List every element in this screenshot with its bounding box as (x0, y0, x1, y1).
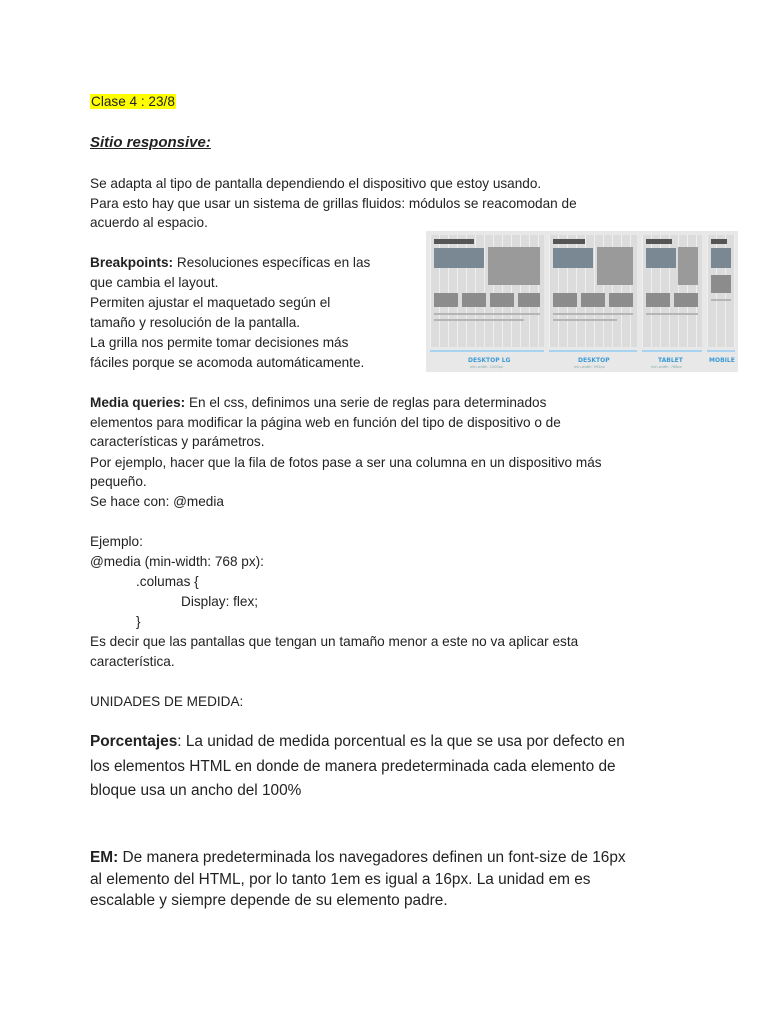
mockup-logo (434, 239, 474, 244)
paragraph-line: al elemento del HTML, por lo tanto 1em es igual a 16px. La unidad em es (90, 871, 591, 888)
mockup-photo-tile (553, 293, 577, 307)
mockup-hero-image (488, 247, 540, 285)
mockup-text-row (553, 313, 633, 315)
breakpoint-bar (549, 350, 637, 352)
mockup-logo (646, 239, 672, 244)
class-heading (90, 92, 176, 112)
term-breakpoints: Breakpoints: (90, 255, 174, 270)
breakpoints-paragraph (90, 253, 370, 273)
mockup-logo (553, 239, 585, 244)
media-queries-paragraph (90, 393, 546, 413)
mockup-photo-tile (462, 293, 486, 307)
paragraph-text: En el css, definimos una serie de reglas para determinados (185, 395, 547, 410)
mockup-headline-block (711, 248, 731, 268)
paragraph-line: escalable y siempre depende de su elemento padre. (90, 892, 448, 909)
mockup-photo-tile (518, 293, 540, 307)
mockup-hero-image (597, 247, 633, 285)
section-title-responsive: Sitio responsive: (90, 134, 211, 151)
code-line: .columas { (136, 574, 199, 589)
responsive-breakpoints-image (426, 231, 738, 372)
breakpoint-label-desktop-lg: DESKTOP LG (468, 357, 511, 364)
paragraph-line: los elementos HTML en donde de manera predeterminada cada elemento de (90, 758, 616, 775)
mockup-hero-image (678, 247, 698, 285)
code-line: } (136, 614, 141, 629)
breakpoint-label-tablet: TABLET (658, 357, 683, 364)
mockup-text-row (646, 313, 698, 315)
mockup-photo-tile (674, 293, 698, 307)
paragraph-line: elementos para modificar la página web en función del tipo de dispositivo o de (90, 415, 561, 430)
mockup-headline-block (646, 248, 676, 268)
mockup-photo-tile (434, 293, 458, 307)
breakpoint-sublabel: min-width: 1200px (470, 365, 504, 369)
mockup-tablet (642, 235, 702, 347)
paragraph-line: Por ejemplo, hacer que la fila de fotos pase a ser una columna en un dispositivo más (90, 455, 602, 470)
paragraph-line: Se hace con: @media (90, 494, 224, 509)
breakpoint-sublabel: min-width: 768px (651, 365, 682, 369)
mockup-headline-block (553, 248, 593, 268)
paragraph-line: que cambia el layout. (90, 275, 219, 290)
paragraph-line: La grilla nos permite tomar decisiones más (90, 335, 349, 350)
mockup-desktop (549, 235, 637, 347)
mockup-text-row (553, 319, 617, 321)
breakpoint-bar (707, 350, 735, 352)
breakpoint-bar (642, 350, 702, 352)
mockup-photo-tile (609, 293, 633, 307)
paragraph-line: Para esto hay que usar un sistema de grillas fluidos: módulos se reacomodan de (90, 196, 577, 211)
paragraph-text: De manera predeterminada los navegadores definen un font-size de 16px (118, 849, 626, 866)
term-media-queries: Media queries: (90, 395, 186, 410)
breakpoint-sublabel: min-width: 992px (574, 365, 605, 369)
class-date-highlight: Clase 4 : 23/8 (91, 94, 175, 109)
example-label: Ejemplo: (90, 534, 143, 549)
paragraph-text: : La unidad de medida porcentual es la que se usa por defecto en (177, 733, 625, 750)
breakpoint-label-mobile: MOBILE (709, 357, 735, 364)
em-paragraph (90, 846, 626, 869)
paragraph-line: pequeño. (90, 474, 147, 489)
mockup-text-row (434, 319, 524, 321)
mockup-logo (711, 239, 727, 244)
paragraph-line: acuerdo al espacio. (90, 215, 208, 230)
paragraph-line: tamaño y resolución de la pantalla. (90, 315, 301, 330)
paragraph-line: bloque usa un ancho del 100% (90, 782, 302, 799)
paragraph-line: características y parámetros. (90, 434, 265, 449)
code-line: @media (min-width: 768 px): (90, 554, 264, 569)
breakpoint-label-desktop: DESKTOP (578, 357, 610, 364)
paragraph-line: Es decir que las pantallas que tengan un tamaño menor a este no va aplicar esta (90, 634, 579, 649)
paragraph-line: Permiten ajustar el maquetado según el (90, 295, 331, 310)
porcentajes-paragraph (90, 730, 625, 753)
mockup-photo-tile (490, 293, 514, 307)
term-em: EM: (90, 849, 119, 866)
mockup-photo-tile (711, 275, 731, 293)
paragraph-text: Resoluciones específicas en las (173, 255, 371, 270)
mockup-mobile (707, 235, 735, 347)
paragraph-line: Se adapta al tipo de pantalla dependiendo el dispositivo que estoy usando. (90, 176, 542, 191)
breakpoint-bar (430, 350, 544, 352)
mockup-text-row (711, 299, 731, 301)
mockup-photo-tile (646, 293, 670, 307)
code-line: Display: flex; (181, 594, 259, 609)
mockup-text-row (434, 313, 540, 315)
mockup-photo-tile (581, 293, 605, 307)
paragraph-line: fáciles porque se acomoda automáticamente. (90, 355, 365, 370)
paragraph-line: característica. (90, 654, 175, 669)
units-heading: UNIDADES DE MEDIDA: (90, 694, 244, 709)
term-porcentajes: Porcentajes (90, 733, 178, 750)
mockup-headline-block (434, 248, 484, 268)
mockup-desktop-lg (430, 235, 544, 347)
